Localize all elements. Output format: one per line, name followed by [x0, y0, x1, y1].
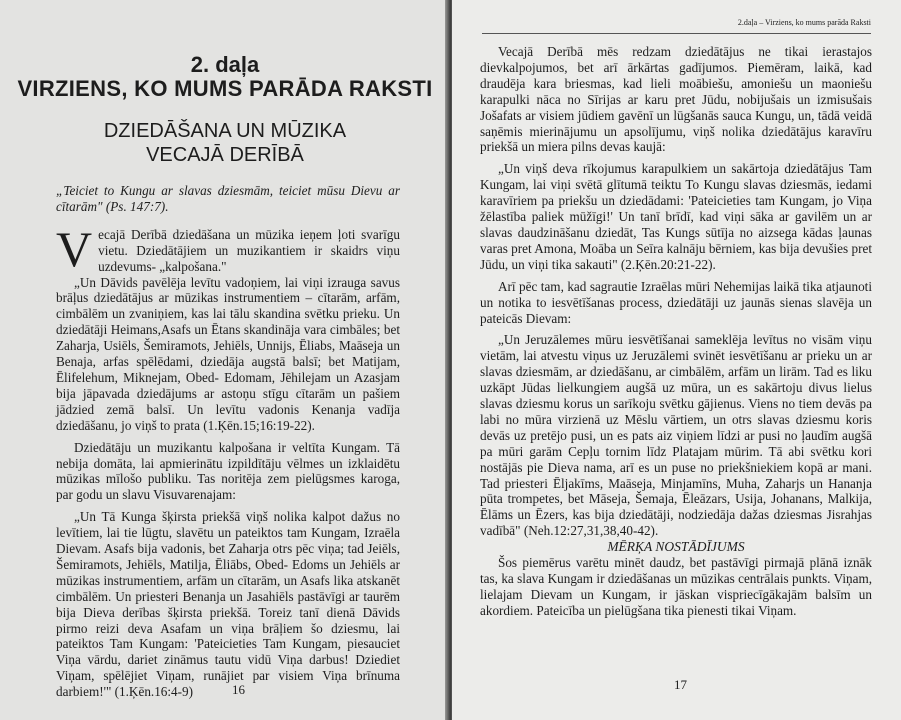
right-page-number: 17	[674, 677, 687, 692]
right-page	[452, 0, 901, 720]
right-paragraph-1: Vecajā Derībā mēs redzam dziedātājus ne tikai ierastajos dievkalpojumos, bet arī ārkārtas gadījumos. Piemēram, laikā, kad draudēja kara briesmas, kad lieli moābiešu, amoniešu un maoniešu karapulki nāca no Sīrijas ar karu pret Jūdu, nobijušais un izmisušais Jošafats ar visiem jūdiem gavēnī un lūgšanās sauca Kungu, un, tādā veidā saņēmis mierinājumu un apsolījumu, viņš nolika dziedātājus karavīru priekšā un miera pilns devas kaujā:	[480, 44, 872, 155]
running-head: 2.daļa – Virziens, ko mums parāda Raksti	[737, 18, 871, 27]
left-page	[0, 0, 450, 720]
left-paragraph-2: Dziedātāju un muzikantu kalpošana ir veltīta Kungam. Tā nebija domāta, lai apmierinātu izpildītāju vēlmes un izklaidētu mūzikas mīlošo publiku. Tas noritēja zem pielūgsmes karoga, par godu un slavu Visuvarenajam:	[56, 439, 400, 503]
right-paragraph-3: Šos piemērus varētu minēt daudz, bet pastāvīgi pirmajā plānā iznāk tas, ka slava Kungam ir dziedāšanas un mūzikas centrālais punkts. Viņam, lielajam Dievam un Kungam, ir jāskan vispriecīgākajām balsīm un akordiem. Pateicība un pielūgšana tika pienesti tikai Viņam.	[480, 555, 872, 618]
right-quote-paragraph-2: „Un Jeruzālemes mūru iesvētīšanai sameklēja levītus no visām viņu vietām, lai atvestu viņus uz Jeruzālemi svinēt iesvētīšanu ar prieku un ar slavas dziesmām, ar dziedāšanu, ar cimbālēm, arfām un lirām. Tad es liku uzkāpt Jūdas lielkungiem augšā uz mūra, un es sakārtoju divus lielus slavas dziesmu korus un sarīkoju svētku gājienus. Viens no tiem devās pa labi no mūra virzienā uz Mēslu vārtiem, un otrs slavas dziesmu koris devās uz pretējo pusi, un es pats aiz viņiem līdzi ar pusi no ļaudīm augšā pa mūri garām Cepļu tornim līdz Platajam mūrim. Tā abi svētku kori nostājās pie Dieva nama, arī es un puse no priekšniekiem kopā ar mani. Tad priesteri Ēljakīms, Maāseja, Minjamīns, Muha, Zaharjs un Hananja pūta trompetes, bet Māseja, Šemaja, Ēleāzars, Usija, Johanans, Malkija, Ēlāms un Ēzers, kas bija dziedātāji, nodziedāja dažas dziesmas Jisrahjas vadībā" (Neh.12:27,31,38,40-42).	[480, 332, 872, 539]
part-title: 2. daļa	[190, 52, 260, 77]
header-rule	[482, 33, 871, 34]
right-paragraph-2: Arī pēc tam, kad sagrautie Izraēlas mūri Nehemijas laikā tika atjaunoti un notika to iesvētīšanas process, dziedātāji uz jaunās sienas slavēja un pateicās Dievam:	[480, 278, 872, 326]
intro-paragraph	[56, 220, 400, 277]
drop-cap: V	[56, 220, 93, 277]
section-heading: MĒRĶA NOSTĀDĪJUMS	[607, 539, 745, 555]
subtitle-line-1: DZIEDĀŠANA UN MŪZIKA	[103, 120, 347, 142]
left-page-number: 16	[232, 682, 245, 697]
epigraph: „Teiciet to Kungu ar slavas dziesmām, teiciet mūsu Dievu ar cītarām" (Ps. 147:7).	[56, 183, 400, 214]
subtitle-line-2: VECAJĀ DERĪBĀ	[146, 144, 304, 166]
chapter-title: VIRZIENS, KO MUMS PARĀDA RAKSTI	[17, 76, 433, 101]
left-quote-paragraph-1: „Un Dāvids pavēlēja levītu vadoņiem, lai viņi izrauga savus brāļus dziedātājus ar mūzikas instrumentiem – cītarām, arfām, cimbālēm un zvaniņiem, kas lai tālu skandina svētku prieku. Un dziedātāji Heimans,Asafs un Ētans skandināja vara cimbāles; bet Zaharja, Usiēls, Šemiramots, Jehiēls, Unnijs, Ēliabs, Maāseja un Benaja, arfas spēlēdami, dziedāja augstā balsī; bet Matijam, Ēlifelehum, Miknejam, Obed- Edomam, Jēhilejam un Azasjam bija jāpavada dziedājums ar astoņu stīgu cītarām un pašiem jādzied zemā balsī. Un levītu vadonis Kenanja vadīja dziedāšanu, jo viņš to prata (1.Ķēn.15;16:19-22).	[56, 274, 400, 433]
right-quote-paragraph-1: „Un viņš deva rīkojumus karapulkiem un sakārtoja dziedātājus Tam Kungam, lai viņi svētā glītumā teiktu To Kungu slavas dziesmās, iedami karavīriem pa priekšu un dziedādami: 'Pateicieties tam Kungam, jo Viņa žēlastība paliek mūžīgi!' Un tanī brīdī, kad viņi sāka ar gavilēm un ar slavas daudzināšanu dziedāt, Tas Kungs sūtīja no aizsega kādas ļaunas varas pret Amona, Moāba un Seīra kalnāju bērniem, kas bija devušies pret Jūdu, un viņi tika sakauti" (2.Ķēn.20:21-22).	[480, 161, 872, 272]
right-text-block	[480, 44, 872, 619]
left-text-block	[56, 183, 400, 700]
left-quote-paragraph-2: „Un Tā Kunga šķirsta priekšā viņš nolika kalpot dažus no levītiem, lai tie lūgtu, slavētu un pateiktos tam Kungam, Izraēla Dievam. Asafs bija vadonis, bet Zaharja otrs pēc viņa; tad Jeiēls, Šemiramots, Jehiēls, Matilja, Ēliābs, Obed- Edoms un Jehiēls ar mūzikas instrumentiem, arfām un cītarām, un Asafs lika atskanēt cimbālēm. Un priesteri Benanja un Jasahiēls pastāvīgi ar taurēm bija Dieva derības šķirsta priekšā. Toreiz tanī dienā Dāvids pirmo reizi deva Asafam un viņa brāļiem šo dziesmu, lai pateiktos Tam Kungam: 'Pateicieties Tam Kungam, piesauciet Viņa vārdu, dariet zināmus tautu vidū Viņa darbus! Dziediet Viņam, spēlējiet Viņam, runājiet par visiem Viņa brīnuma darbiem!'" (1.Ķēn.16:4-9)	[56, 509, 400, 700]
intro-text: ecajā Derībā dziedāšana un mūzika ieņem ļoti svarīgu vietu. Dziedātājiem un muzikantiem ir skaidrs viņu uzdevums- „kalpošana."	[98, 226, 400, 274]
